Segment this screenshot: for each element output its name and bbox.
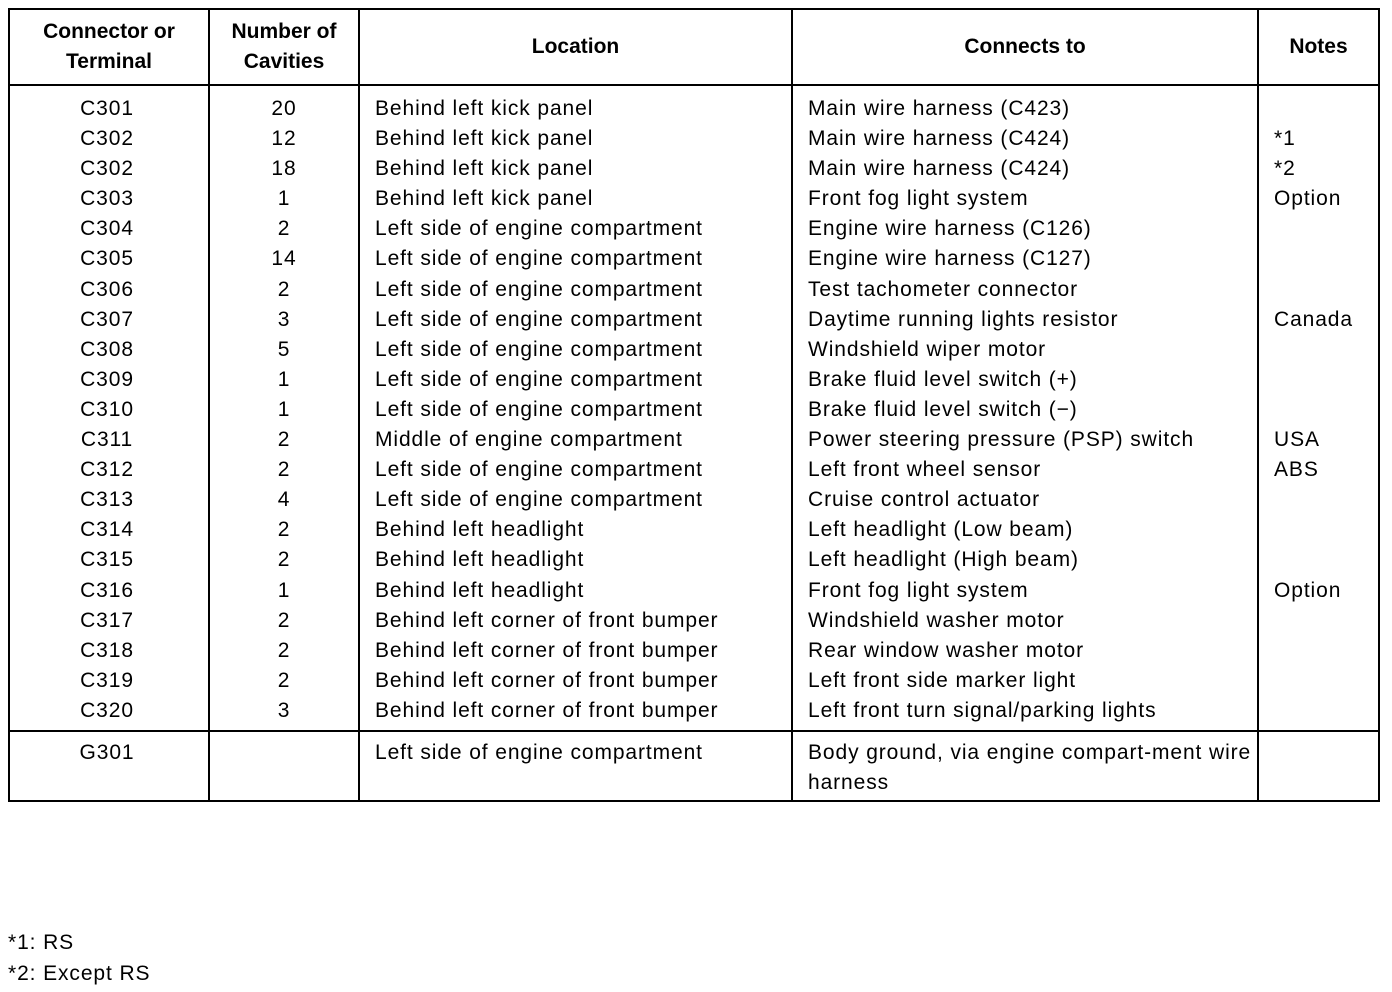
cell-notes <box>1258 515 1379 545</box>
cell-connects-to: Left front side marker light <box>792 666 1258 696</box>
table-row <box>9 244 1379 274</box>
table-row <box>9 335 1379 365</box>
table-row <box>9 305 1379 335</box>
cell-cavities: 2 <box>209 545 359 575</box>
table-row <box>9 85 1379 124</box>
cell-connects-to: Rear window washer motor <box>792 636 1258 666</box>
cell-notes <box>1258 696 1379 731</box>
cell-location: Behind left headlight <box>359 545 792 575</box>
header-connects-to: Connects to <box>792 9 1258 85</box>
cell-connector: C306 <box>9 275 209 305</box>
cell-notes <box>1258 214 1379 244</box>
cell-cavities: 2 <box>209 606 359 636</box>
cell-connects-to: Windshield wiper motor <box>792 335 1258 365</box>
cell-connector: C304 <box>9 214 209 244</box>
cell-notes: Option <box>1258 184 1379 214</box>
cell-connector: C310 <box>9 395 209 425</box>
header-connector: Connector or Terminal <box>9 9 209 85</box>
footnote-1: *1: RS <box>8 931 75 954</box>
header-location: Location <box>359 9 792 85</box>
table-row <box>9 515 1379 545</box>
table-row <box>9 184 1379 214</box>
cell-connector: C318 <box>9 636 209 666</box>
cell-location: Left side of engine compartment <box>359 731 792 801</box>
cell-notes <box>1258 244 1379 274</box>
cell-location: Behind left kick panel <box>359 124 792 154</box>
cell-notes <box>1258 365 1379 395</box>
table-row <box>9 696 1379 731</box>
cell-connects-to: Main wire harness (C424) <box>792 154 1258 184</box>
cell-connects-to: Left front turn signal/parking lights <box>792 696 1258 731</box>
cell-location: Behind left corner of front bumper <box>359 606 792 636</box>
table-row <box>9 545 1379 575</box>
cell-notes: *2 <box>1258 154 1379 184</box>
cell-connector: C316 <box>9 576 209 606</box>
cell-notes <box>1258 666 1379 696</box>
cell-connects-to: Brake fluid level switch (−) <box>792 395 1258 425</box>
cell-cavities: 3 <box>209 305 359 335</box>
cell-notes: *1 <box>1258 124 1379 154</box>
table-row <box>9 365 1379 395</box>
cell-location: Left side of engine compartment <box>359 244 792 274</box>
cell-cavities: 5 <box>209 335 359 365</box>
footnotes <box>8 928 150 989</box>
cell-location: Left side of engine compartment <box>359 365 792 395</box>
cell-cavities: 3 <box>209 696 359 731</box>
table-row <box>9 455 1379 485</box>
cell-connector: C305 <box>9 244 209 274</box>
cell-connector: C302 <box>9 124 209 154</box>
cell-notes <box>1258 395 1379 425</box>
cell-cavities: 20 <box>209 85 359 124</box>
cell-cavities: 12 <box>209 124 359 154</box>
cell-connects-to: Left headlight (Low beam) <box>792 515 1258 545</box>
cell-connects-to: Windshield washer motor <box>792 606 1258 636</box>
cell-connects-to: Front fog light system <box>792 576 1258 606</box>
cell-location: Left side of engine compartment <box>359 214 792 244</box>
cell-cavities: 2 <box>209 214 359 244</box>
cell-location: Left side of engine compartment <box>359 395 792 425</box>
cell-location: Middle of engine compartment <box>359 425 792 455</box>
cell-notes <box>1258 275 1379 305</box>
table-row <box>9 395 1379 425</box>
footnote-2: *2: Except RS <box>8 961 151 985</box>
table-row <box>9 576 1379 606</box>
cell-connects-to: Test tachometer connector <box>792 275 1258 305</box>
table-row <box>9 485 1379 515</box>
cell-location: Behind left kick panel <box>359 184 792 214</box>
cell-cavities: 18 <box>209 154 359 184</box>
cell-cavities: 2 <box>209 515 359 545</box>
cell-connector: C317 <box>9 606 209 636</box>
cell-connects-to: Body ground, via engine compart-ment wire harness <box>792 731 1258 801</box>
cell-location: Behind left corner of front bumper <box>359 696 792 731</box>
cell-connector: G301 <box>9 731 209 801</box>
cell-notes <box>1258 335 1379 365</box>
cell-cavities <box>209 731 359 801</box>
cell-cavities: 1 <box>209 184 359 214</box>
ground-body <box>9 731 1379 801</box>
cell-notes: Option <box>1258 576 1379 606</box>
cell-connector: C314 <box>9 515 209 545</box>
cell-location: Behind left kick panel <box>359 85 792 124</box>
header-notes: Notes <box>1258 9 1379 85</box>
cell-notes: ABS <box>1258 455 1379 485</box>
cell-location: Left side of engine compartment <box>359 275 792 305</box>
cell-notes <box>1258 636 1379 666</box>
cell-cavities: 2 <box>209 455 359 485</box>
header-row <box>9 9 1379 85</box>
cell-connector: C320 <box>9 696 209 731</box>
header-cavities: Number of Cavities <box>209 9 359 85</box>
cell-notes <box>1258 85 1379 124</box>
cell-connects-to: Front fog light system <box>792 184 1258 214</box>
cell-connects-to: Cruise control actuator <box>792 485 1258 515</box>
cell-connects-to: Main wire harness (C424) <box>792 124 1258 154</box>
cell-connector: C311 <box>9 425 209 455</box>
cell-location: Behind left corner of front bumper <box>359 666 792 696</box>
cell-connector: C315 <box>9 545 209 575</box>
cell-connector: C301 <box>9 85 209 124</box>
cell-cavities: 1 <box>209 576 359 606</box>
cell-location: Left side of engine compartment <box>359 305 792 335</box>
cell-location: Left side of engine compartment <box>359 485 792 515</box>
cell-notes <box>1258 731 1379 801</box>
table-row <box>9 275 1379 305</box>
cell-cavities: 2 <box>209 275 359 305</box>
cell-location: Left side of engine compartment <box>359 455 792 485</box>
cell-connector: C303 <box>9 184 209 214</box>
table-row <box>9 606 1379 636</box>
cell-connects-to: Engine wire harness (C127) <box>792 244 1258 274</box>
cell-connects-to: Engine wire harness (C126) <box>792 214 1258 244</box>
table-body <box>9 85 1379 731</box>
cell-connector: C308 <box>9 335 209 365</box>
cell-notes: Canada <box>1258 305 1379 335</box>
cell-location: Behind left headlight <box>359 576 792 606</box>
cell-connects-to: Brake fluid level switch (+) <box>792 365 1258 395</box>
cell-cavities: 4 <box>209 485 359 515</box>
cell-location: Behind left headlight <box>359 515 792 545</box>
cell-connects-to: Main wire harness (C423) <box>792 85 1258 124</box>
cell-cavities: 1 <box>209 365 359 395</box>
cell-cavities: 2 <box>209 425 359 455</box>
table-row <box>9 666 1379 696</box>
cell-cavities: 2 <box>209 636 359 666</box>
table-row <box>9 636 1379 666</box>
cell-cavities: 14 <box>209 244 359 274</box>
table-row <box>9 154 1379 184</box>
cell-connects-to: Daytime running lights resistor <box>792 305 1258 335</box>
cell-cavities: 2 <box>209 666 359 696</box>
cell-connector: C302 <box>9 154 209 184</box>
cell-location: Behind left corner of front bumper <box>359 636 792 666</box>
cell-cavities: 1 <box>209 395 359 425</box>
connector-table <box>8 8 1380 802</box>
table-row <box>9 124 1379 154</box>
table-header <box>9 9 1379 85</box>
cell-connector: C313 <box>9 485 209 515</box>
cell-notes: USA <box>1258 425 1379 455</box>
cell-connector: C307 <box>9 305 209 335</box>
cell-location: Behind left kick panel <box>359 154 792 184</box>
cell-notes <box>1258 606 1379 636</box>
cell-connects-to: Power steering pressure (PSP) switch <box>792 425 1258 455</box>
cell-connector: C309 <box>9 365 209 395</box>
cell-connects-to: Left front wheel sensor <box>792 455 1258 485</box>
cell-notes <box>1258 545 1379 575</box>
table-row <box>9 425 1379 455</box>
cell-connector: C319 <box>9 666 209 696</box>
cell-notes <box>1258 485 1379 515</box>
table-row <box>9 214 1379 244</box>
cell-connector: C312 <box>9 455 209 485</box>
cell-connects-to: Left headlight (High beam) <box>792 545 1258 575</box>
table-row-ground <box>9 731 1379 801</box>
cell-location: Left side of engine compartment <box>359 335 792 365</box>
